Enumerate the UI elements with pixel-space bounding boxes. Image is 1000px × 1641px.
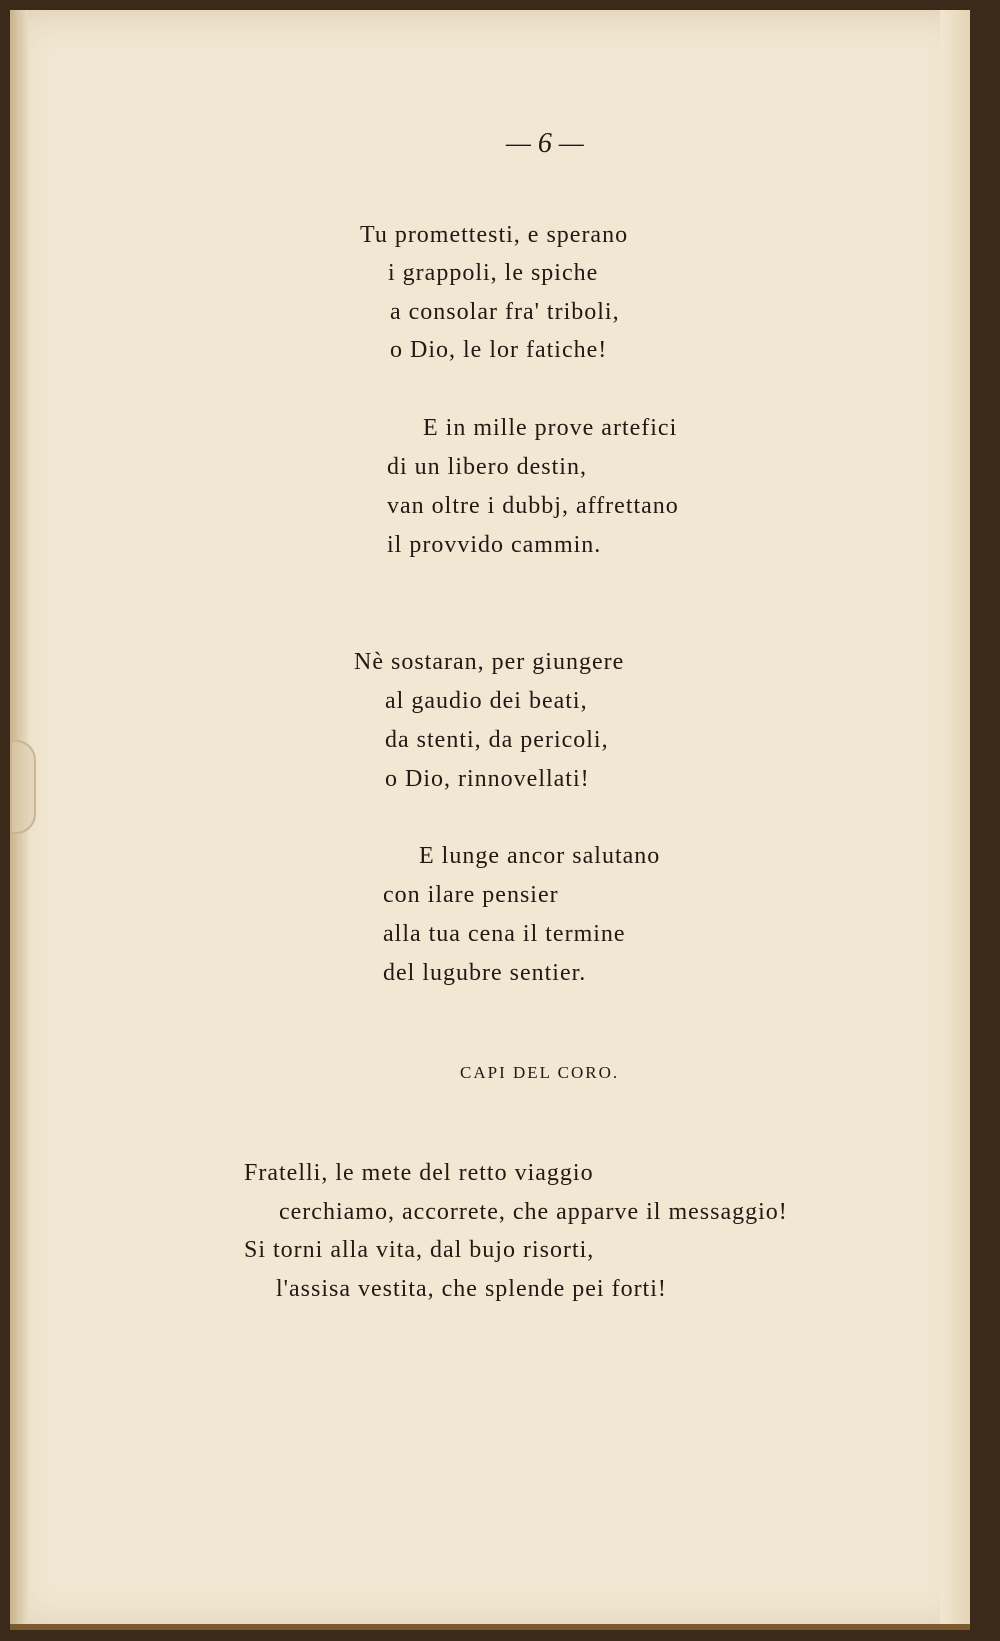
page-number: — 6 — bbox=[506, 128, 584, 159]
stanza-1-line-1: Tu promettesti, e sperano bbox=[360, 222, 629, 248]
stanza-3-line-1: Nè sostaran, per giungere bbox=[354, 649, 625, 675]
stanza-2-line-3: van oltre i dubbj, affrettano bbox=[387, 493, 679, 519]
stanza-4-line-1: E lunge ancor salutano bbox=[419, 843, 661, 869]
stanza-5-line-2: cerchiamo, accorrete, che apparve il messaggio! bbox=[279, 1199, 788, 1225]
stanza-4-line-3: alla tua cena il termine bbox=[383, 921, 626, 947]
stanza-1-line-4: o Dio, le lor fatiche! bbox=[390, 337, 608, 363]
page-right-edge bbox=[940, 10, 970, 1630]
binding-mark bbox=[12, 740, 36, 834]
stanza-3-line-4: o Dio, rinnovellati! bbox=[385, 766, 590, 792]
stanza-1-line-3: a consolar fra' triboli, bbox=[390, 299, 620, 325]
stanza-5-line-1: Fratelli, le mete del retto viaggio bbox=[244, 1160, 594, 1186]
stanza-2-line-4: il provvido cammin. bbox=[387, 532, 602, 558]
book-page bbox=[10, 10, 970, 1630]
stanza-5-line-4: l'assisa vestita, che splende pei forti! bbox=[276, 1276, 667, 1302]
stanza-2-line-2: di un libero destin, bbox=[387, 454, 587, 480]
stanza-2-line-1: E in mille prove artefici bbox=[423, 415, 678, 441]
stanza-4-line-4: del lugubre sentier. bbox=[383, 960, 587, 986]
stanza-3-line-3: da stenti, da pericoli, bbox=[385, 727, 609, 753]
stanza-1-line-2: i grappoli, le spiche bbox=[388, 260, 599, 286]
section-heading: CAPI DEL CORO. bbox=[460, 1063, 620, 1082]
bottom-edge bbox=[10, 1624, 970, 1630]
stanza-5-line-3: Si torni alla vita, dal bujo risorti, bbox=[244, 1237, 595, 1263]
stanza-4-line-2: con ilare pensier bbox=[383, 882, 559, 908]
stanza-3-line-2: al gaudio dei beati, bbox=[385, 688, 588, 714]
